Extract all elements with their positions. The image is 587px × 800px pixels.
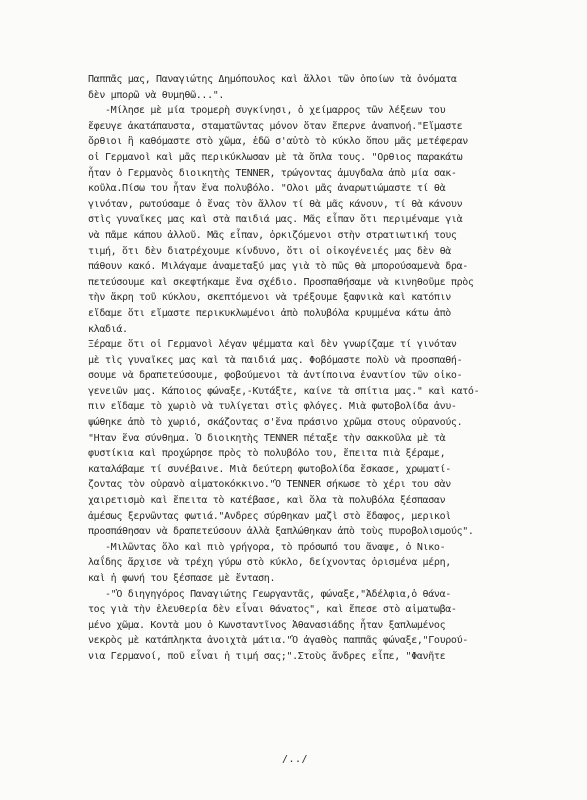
text-line: "Ηταν ἕνα σύνθημα. Ὁ διοικητὴς TENNER πέταξε τὴν σακκοῦλα μὲ τὰ — [88, 432, 446, 444]
text-line: τος γιὰ τὴν ἐλευθερία δὲν εἶναι θάνατος", καὶ ἔπεσε στὸ αἱματωβα- — [88, 604, 457, 616]
text-line: ὄρθιοι ἢ καθόμαστε στὸ χῶμα, ἐδῶ σ'αὐτὸ τὸ κύκλο ὅπου μᾶς μετέφεραν — [88, 136, 468, 148]
text-line: καὶ ἡ φωνή του ξέσπασε μὲ ἔνταση. — [88, 573, 276, 584]
text-line: πιν εἴδαμε τὸ χωριὸ νὰ τυλίγεται στὶς φλόγες. Μιὰ φωτοβολίδα ἀνυ- — [88, 401, 457, 413]
text-line: -Μιλῶντας ὅλο καὶ πιὸ γρήγορα, τὸ πρόσωπό του ἄναψε, ὁ Νικο- — [88, 541, 446, 553]
text-line: κοῦλα.Πίσω του ἦταν ἕνα πολυβόλο. "Ολοι μᾶς ἀναρωτιώμαστε τί θὰ — [88, 183, 446, 195]
text-line: γινόταν, ρωτούσαμε ὁ ἕνας τὸν ἄλλον τί θὰ μᾶς κάνουν, τί θὰ κάνουν — [88, 198, 463, 210]
text-line: ἔφευγε ἀκατάπαυστα, σταματῶντας μόνον ὅταν ἔπερνε ἀναπνοή."Εἴμαστε — [88, 120, 463, 132]
text-line: ἦταν ὁ Γερμανὸς διοικητὴς TENNER, τρώγοντας ἀμυγδαλα ἀπὸ μία σακ- — [88, 167, 457, 179]
text-line: οἱ Γερμανοὶ καὶ μᾶς περικύκλωσαν μὲ τὰ ὅπλα τους. "Ορθιος παρακάτω — [88, 151, 463, 163]
body-text — [88, 72, 558, 665]
text-line: εἴδαμε ὅτι εἴμαστε περικυκλωμένοι ἀπὸ πολυβόλα κρυμμένα κάτω ἀπὸ — [88, 307, 451, 319]
text-line: προσπάθησαν νὰ δραπετεύσουν ἀλλὰ ξαπλώθηκαν ἀπὸ τοὺς πυροβολισμούς". — [88, 526, 474, 538]
text-line: πετεύσουμε καὶ σκεφτήκαμε ἕνα σχέδιο. Προσπαθήσαμε νὰ κινηθοῦμε πρὸς — [88, 276, 474, 288]
text-line: ἀμέσως ξερνῶντας φωτιά."Ανδρες σύρθηκαν μαζὶ στὸ ἔδαφος, μερικοὶ — [88, 510, 451, 522]
text-line: τιμή, ὅτι δὲν διατρέχουμε κίνδυνο, ὅτι οἱ οἰκογένειές μας δὲν θὰ — [88, 245, 451, 257]
text-line: λαΐδης ἄρχισε νὰ τρέχη γύρω στὸ κύκλο, δείχνοντας ὁρισμένα μέρη, — [88, 557, 451, 569]
text-line: πάθουν κακό. Μιλάγαμε ἀναμεταξύ μας γιὰ τὸ πῶς θὰ μπορούσαμενὰ δρα- — [88, 261, 468, 273]
text-line: μένο χῶμα. Κοντὰ μου ὁ Κωνσταντῖνος Ἀθανασιάδης ἦταν ξαπλωμένος — [88, 619, 446, 631]
text-line: γενειῶν μας. Κάποιος φώναξε,-Κυτάξτε, καίνε τὰ σπίτια μας." καὶ κατό- — [88, 385, 480, 397]
text-line: σουμε νὰ δραπετεύσουμε, φοβούμενοι τὰ ἀντίποινα ἐναντίον τῶν οἰκο- — [88, 370, 463, 382]
text-line: καταλάβαμε τί συνέβαινε. Μιὰ δεύτερη φωτοβολίδα ἔσκασε, χρωματί- — [88, 463, 451, 475]
text-line: -"Ὁ διηγηγόρος Παναγιώτης Γεωργαντᾶς, φώναξε,"Ἀδέλφια,ὁ θάνα- — [88, 588, 451, 600]
text-line: Ξέραμε ὅτι οἱ Γερμανοὶ λέγαν ψέμματα καὶ δὲν γνωρίζαμε τί γινόταν — [88, 339, 457, 351]
text-line: στὶς γυναῖκες μας καὶ στὰ παιδιά μας. Μᾶς εἶπαν ὅτι περιμέναμε γιὰ — [88, 214, 463, 226]
text-line: νια Γερμανοί, ποῦ εἶναι ἡ τιμή σας;".Στοὺς ἄνδρες εἶπε, "Φανῆτε — [88, 650, 446, 662]
text-line: μὲ τὶς γυναῖκες μας καὶ τὰ παιδιά μας. Φοβόμαστε πολὺ νὰ προσπαθή- — [88, 354, 463, 366]
text-line: νὰ πᾶμε κάπου ἀλλοῦ. Μᾶς εἶπαν, ὁρκιζόμενοι στὴν στρατιωτική τους — [88, 229, 457, 241]
text-line: Παππᾶς μας, Παναγιώτης Δημόπουλος καὶ ἄλλοι τῶν ὁποίων τὰ ὀνόματα — [88, 74, 457, 85]
page-continuation-marker: /../ — [282, 754, 309, 765]
text-line: ζοντας τὸν οὐρανὸ αἱματοκόκκινο."Ὁ TENNER σήκωσε τὸ χέρι του σὰν — [88, 479, 451, 491]
text-line: χαιρετισμὸ καὶ ἔπειτα τὸ κατέβασε, καὶ ὅλα τὰ πολυβόλα ξέσπασαν — [88, 495, 446, 507]
text-line: -Μίλησε μὲ μία τρομερὴ συγκίνησι, ὁ χείμαρρος τῶν λέξεων του — [88, 105, 446, 117]
text-line: κλαδιά. — [88, 323, 128, 335]
text-line: δὲν μπορῶ νὰ θυμηθῶ...". — [88, 89, 225, 101]
text-line: τὴν ἄκρη τοῦ κύκλου, σκεπτόμενοι νὰ τρέξουμε ξαφνικὰ καὶ κατόπιν — [88, 292, 451, 304]
text-line: φυστίκια καὶ προχώρησε πρὸς τὸ πολυβόλο του, ἔπειτα πιὰ ξέραμε, — [88, 448, 446, 460]
text-line: νεκρὸς μὲ κατάπληκτα ἀνοιχτὰ μάτια."Ὁ ἀγαθὸς παππᾶς φώναξε,"Γουρού- — [88, 635, 468, 647]
text-line: ψώθηκε ἀπὸ τὸ χωριό, σκάζοντας σ'ἕνα πράσινο χρῶμα στους οὐρανούς. — [88, 417, 463, 429]
